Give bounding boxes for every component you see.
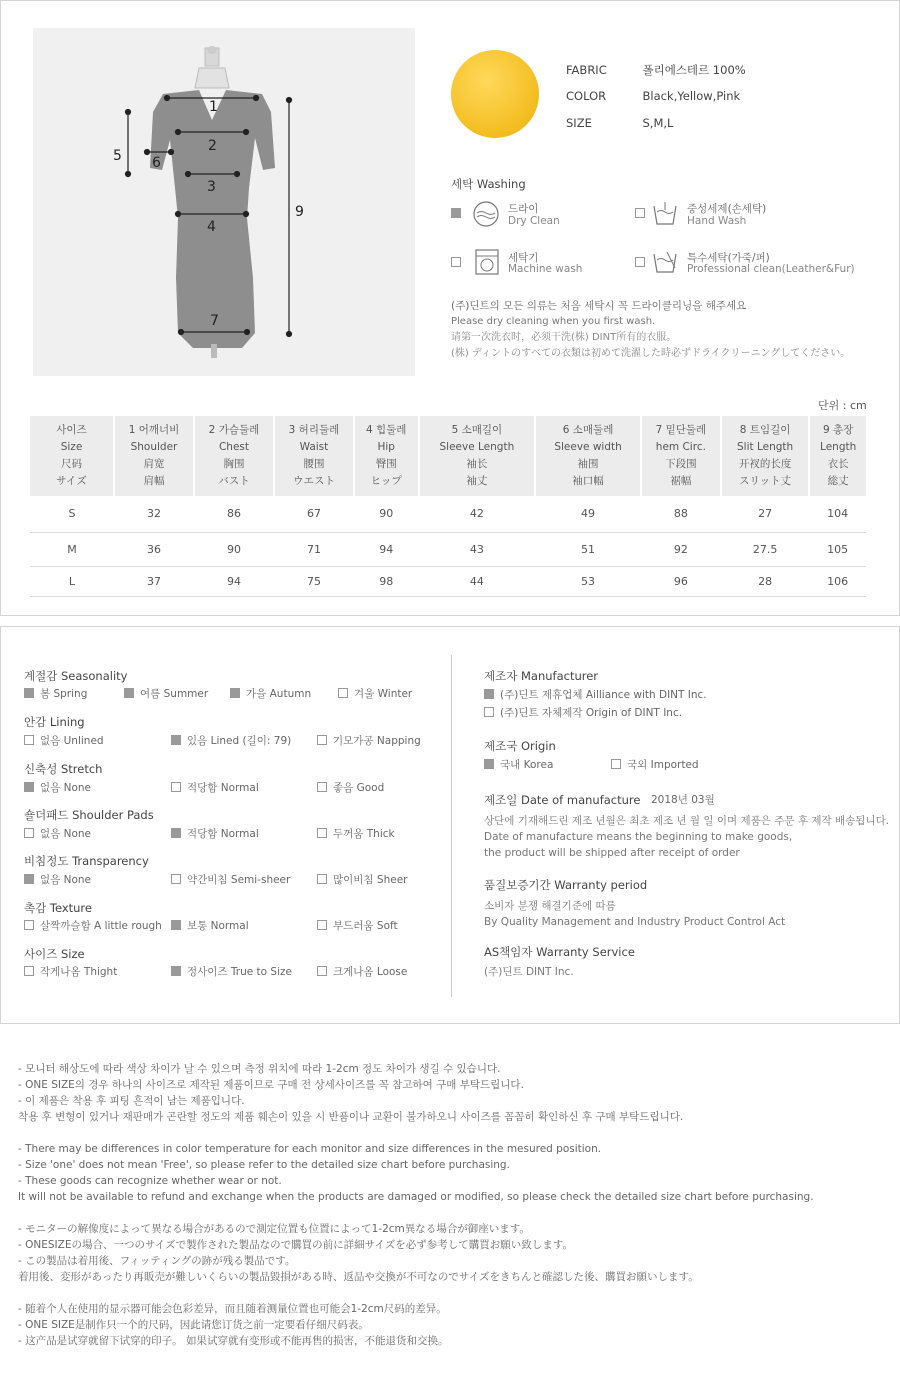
table-cell: 104 — [809, 496, 866, 532]
unit-label: 단위 : cm — [818, 399, 867, 412]
header-chest: 2 가슴둘레 Chest 胸围 バスト — [194, 416, 274, 496]
hand-wash-checkbox — [635, 208, 645, 218]
table-cell: 75 — [274, 566, 354, 596]
header-size: 사이즈 Size 尺码 サイズ — [30, 416, 114, 496]
note-line: - These goods can recognize whether wear or not. — [18, 1175, 282, 1187]
table-cell: 49 — [535, 496, 641, 532]
washing-note-ko: (주)딘트의 모든 의류는 처음 세탁시 꼭 드라이클리닝을 해주세요 — [451, 300, 747, 312]
option-rough: 살짝까슬함 A little rough — [24, 918, 162, 933]
panel-divider — [451, 655, 452, 997]
professional-clean-label-en: Professional clean(Leather&Fur) — [687, 263, 855, 275]
note-line: 상단에 기재해드린 제조 년월은 최초 제조 년 월 일 이며 제품은 주문 후 제작 배송됩니다. — [484, 815, 890, 827]
washing-machine-icon — [474, 248, 500, 276]
machine-wash-checkbox — [451, 257, 461, 267]
measure-label-4: 4 — [207, 219, 216, 235]
checkbox — [24, 874, 34, 884]
spec-label: COLOR — [566, 89, 607, 103]
dry-clean-label-en: Dry Clean — [508, 215, 560, 227]
option-semi-sheer: 약간비침 Semi-sheer — [171, 872, 290, 887]
table-cell: 51 — [535, 532, 641, 566]
spec-list — [566, 62, 746, 143]
checkbox — [171, 782, 181, 792]
size-table-header — [30, 416, 866, 496]
option-summer: 여름 Summer — [124, 686, 208, 701]
note-line: the product will be shipped after receipt of order — [484, 847, 740, 859]
table-cell: 88 — [641, 496, 721, 532]
professional-clean-icon — [651, 248, 679, 276]
table-cell: L — [30, 566, 114, 596]
measure-label-6: 6 — [152, 155, 161, 171]
dry-clean-icon — [472, 200, 500, 228]
checkbox — [24, 966, 34, 976]
size-fit-title: 사이즈 Size — [24, 947, 85, 961]
option-tight: 작게나옴 Thight — [24, 964, 117, 979]
hand-wash-label-en: Hand Wash — [687, 215, 747, 227]
note-line: - 随着个人在使用的显示器可能会色彩差异，而且随着测量位置也可能会1-2cm尺码的差异。 — [18, 1303, 447, 1315]
table-cell: 36 — [114, 532, 194, 566]
table-cell: M — [30, 532, 114, 566]
measure-label-1: 1 — [209, 99, 218, 115]
manufacture-date-value: 2018년 03월 — [651, 794, 715, 806]
option-sheer: 많이비침 Sheer — [317, 872, 407, 887]
table-cell: 32 — [114, 496, 194, 532]
spec-label: SIZE — [566, 116, 592, 130]
checkbox — [338, 688, 348, 698]
option-lined: 있음 Lined (길이: 79) — [171, 733, 291, 748]
size-table — [30, 416, 866, 597]
table-cell: 94 — [194, 566, 274, 596]
note-line: - モニターの解像度によって異なる場合があるので測定位置も位置によって1-2cm異なる場合が御座います。 — [18, 1223, 530, 1235]
checkbox — [171, 735, 181, 745]
checkbox — [124, 688, 134, 698]
note-line: - 这产品是试穿就留下试穿的印子。 如果试穿就有变形或不能再售的损害，不能退货和交换。 — [18, 1335, 449, 1347]
professional-clean-checkbox — [635, 257, 645, 267]
option-transparency-none: 없음 None — [24, 872, 91, 887]
measure-label-5: 5 — [113, 148, 122, 164]
origin-title: 제조국 Origin — [484, 739, 556, 753]
table-cell: 92 — [641, 532, 721, 566]
note-line: - Size 'one' does not mean 'Free', so please refer to the detailed size chart before purchasing. — [18, 1159, 510, 1171]
note-line: Date of manufacture means the beginning to make goods, — [484, 831, 793, 843]
measure-label-7: 7 — [210, 313, 219, 329]
table-cell: 67 — [274, 496, 354, 532]
table-cell: 105 — [809, 532, 866, 566]
checkbox — [171, 828, 181, 838]
note-line: - ONE SIZE是制作只一个的尺码，因此请您订货之前一定要看仔细尺码表。 — [18, 1319, 369, 1331]
option-stretch-normal: 적당함 Normal — [171, 780, 259, 795]
hand-wash-label-ko: 중성세제(손세탁) — [687, 203, 767, 215]
table-cell: 96 — [641, 566, 721, 596]
spec-value: S,M,L — [642, 116, 674, 130]
checkbox — [24, 782, 34, 792]
header-waist: 3 허리둘레 Waist 腰围 ウエスト — [274, 416, 354, 496]
note-line: By Quality Management and Industry Product Control Act — [484, 916, 786, 928]
option-winter: 겨울 Winter — [338, 686, 412, 701]
checkbox — [317, 966, 327, 976]
measure-label-2: 2 — [208, 138, 217, 154]
checkbox — [230, 688, 240, 698]
note-line: - ONESIZEの場合、一つのサイズで製作された製品なので購買の前に詳細サイズを必ず参考して購買お願い致します。 — [18, 1239, 573, 1251]
seasonality-title: 계절감 Seasonality — [24, 669, 128, 683]
note-line: - ONE SIZE의 경우 하나의 사이즈로 제작된 제품이므로 구매 전 상세사이즈를 꼭 참고하여 구매 부탁드립니다. — [18, 1079, 524, 1091]
table-cell: 53 — [535, 566, 641, 596]
checkbox — [484, 759, 494, 769]
option-napping: 기모가공 Napping — [317, 733, 421, 748]
checkbox — [611, 759, 621, 769]
checkbox — [317, 782, 327, 792]
checkbox — [317, 735, 327, 745]
note-line: - 이 제품은 착용 후 피팅 흔적이 남는 제품입니다. — [18, 1095, 245, 1107]
washing-notes — [451, 298, 850, 362]
transparency-title: 비침정도 Transparency — [24, 854, 149, 868]
option-true-to-size: 정사이즈 True to Size — [171, 964, 292, 979]
table-row — [30, 532, 866, 566]
spec-row-size — [566, 116, 746, 143]
stretch-title: 신축성 Stretch — [24, 762, 103, 776]
table-cell: 90 — [354, 496, 419, 532]
header-slit: 8 트임길이 Slit Length 开衩的长度 スリット丈 — [721, 416, 809, 496]
table-cell: 27.5 — [721, 532, 809, 566]
table-cell: 71 — [274, 532, 354, 566]
dry-clean-checkbox — [451, 208, 461, 218]
checkbox — [24, 828, 34, 838]
checkbox — [484, 707, 494, 717]
note-line: It will not be available to refund and exchange when the products are damaged or modified, so please check the detailed size chart before purchasing. — [18, 1191, 814, 1203]
note-line: - 모니터 해상도에 따라 색상 차이가 날 수 있으며 측정 위치에 따라 1-2cm 정도 차이가 생길 수 있습니다. — [18, 1063, 501, 1075]
warranty-period-note — [484, 898, 785, 930]
lining-title: 안감 Lining — [24, 715, 85, 729]
option-pads-none: 없음 None — [24, 826, 91, 841]
option-loose: 크게나옴 Loose — [317, 964, 407, 979]
warranty-period-title: 품질보증기간 Warranty period — [484, 878, 648, 892]
table-cell: 42 — [419, 496, 536, 532]
manufacture-date-title: 제조일 Date of manufacture — [484, 793, 641, 807]
spec-row-color — [566, 89, 746, 116]
header-hip: 4 힙둘레 Hip 臀围 ヒップ — [354, 416, 419, 496]
purchase-notes — [18, 1061, 814, 1349]
option-korea: 국내 Korea — [484, 757, 553, 772]
table-cell: 37 — [114, 566, 194, 596]
header-sleeve-length: 5 소매길이 Sleeve Length 袖长 袖丈 — [419, 416, 536, 496]
checkbox — [171, 920, 181, 930]
warranty-service-title: AS책임자 Warranty Service — [484, 945, 635, 959]
table-cell: 106 — [809, 566, 866, 596]
note-line: - There may be differences in color temperature for each monitor and size differences in the mesured position. — [18, 1143, 602, 1155]
option-alliance: (주)딘트 제휴업체 Ailliance with DINT Inc. — [484, 687, 707, 702]
shoulder-pads-title: 숄더패드 Shoulder Pads — [24, 808, 154, 822]
dry-clean-label-ko: 드라이 — [508, 203, 539, 215]
mannequin-figure — [33, 28, 415, 376]
checkbox — [24, 735, 34, 745]
option-texture-normal: 보통 Normal — [171, 918, 249, 933]
texture-title: 촉감 Texture — [24, 901, 92, 915]
checkbox — [24, 920, 34, 930]
option-imported: 국외 Imported — [611, 757, 699, 772]
manufacturer-title: 제조자 Manufacturer — [484, 669, 599, 683]
header-length: 9 총장 Length 衣长 総丈 — [809, 416, 866, 496]
checkbox — [484, 689, 494, 699]
header-hem: 7 밑단둘레 hem Circ. 下段围 裾幅 — [641, 416, 721, 496]
machine-wash-label-en: Machine wash — [508, 263, 583, 275]
option-origin-dint: (주)딘트 자체제작 Origin of DINT Inc. — [484, 705, 682, 720]
option-pads-normal: 적당함 Normal — [171, 826, 259, 841]
option-autumn: 가을 Autumn — [230, 686, 311, 701]
professional-clean-label-ko: 특수세탁(가죽/퍼) — [687, 252, 770, 264]
warranty-service-value: (주)딘트 DINT Inc. — [484, 966, 574, 978]
option-stretch-none: 없음 None — [24, 780, 91, 795]
washing-title: 세탁 Washing — [451, 177, 526, 191]
option-spring: 봄 Spring — [24, 686, 87, 701]
spec-label: FABRIC — [566, 63, 607, 77]
option-unlined: 없음 Unlined — [24, 733, 104, 748]
table-cell: 27 — [721, 496, 809, 532]
washing-note-ja: (株) ディントのすべての衣類は初めて洗濯した時必ずドライクリーニングしてください。 — [451, 348, 851, 359]
spec-row-fabric — [566, 62, 746, 89]
checkbox — [317, 920, 327, 930]
table-cell: 44 — [419, 566, 536, 596]
header-shoulder: 1 어깨너비 Shoulder 肩宽 肩幅 — [114, 416, 194, 496]
fabric-swatch — [451, 50, 539, 138]
dress-measurement-diagram — [33, 28, 415, 376]
spec-value: 폴리에스테르 100% — [642, 63, 746, 77]
checkbox — [24, 688, 34, 698]
table-cell: 90 — [194, 532, 274, 566]
table-cell: 94 — [354, 532, 419, 566]
table-cell: 28 — [721, 566, 809, 596]
option-soft: 부드러움 Soft — [317, 918, 398, 933]
washing-note-zh: 请第一次洗衣时，必须干洗(株) DINT所有的衣服。 — [451, 332, 677, 343]
hand-wash-icon — [651, 200, 679, 228]
note-line: 착용 후 변형이 있거나 재판매가 곤란할 정도의 제품 훼손이 있을 시 반품이나 교환이 불가하오니 사이즈를 꼼꼼히 확인하신 후 구매 부탁드립니다. — [18, 1111, 684, 1123]
checkbox — [171, 874, 181, 884]
note-line: 着用後、変形があったり再販売が難しいくらいの製品毀損がある時、返品や交換が不可なのでサイズをきちんと確認した後、購買お願いします。 — [18, 1271, 699, 1283]
note-line: - この製品は着用後、フィッティングの跡が残る製品です。 — [18, 1255, 296, 1267]
table-cell: S — [30, 496, 114, 532]
machine-wash-label-ko: 세탁기 — [508, 252, 539, 264]
checkbox — [171, 966, 181, 976]
table-row — [30, 566, 866, 596]
manufacture-date-note — [484, 813, 889, 861]
spec-value: Black,Yellow,Pink — [642, 89, 741, 103]
checkbox — [317, 874, 327, 884]
table-row — [30, 496, 866, 532]
checkbox — [317, 828, 327, 838]
option-pads-thick: 두꺼움 Thick — [317, 826, 395, 841]
table-cell: 98 — [354, 566, 419, 596]
measure-label-3: 3 — [207, 179, 216, 195]
washing-note-en: Please dry cleaning when you first wash. — [451, 316, 656, 327]
table-cell: 86 — [194, 496, 274, 532]
header-sleeve-width: 6 소매둘레 Sleeve width 袖围 袖口幅 — [535, 416, 641, 496]
option-stretch-good: 좋음 Good — [317, 780, 384, 795]
table-cell: 43 — [419, 532, 536, 566]
note-line: 소비자 분쟁 해결기준에 따름 — [484, 900, 616, 912]
measure-label-9: 9 — [295, 204, 304, 220]
